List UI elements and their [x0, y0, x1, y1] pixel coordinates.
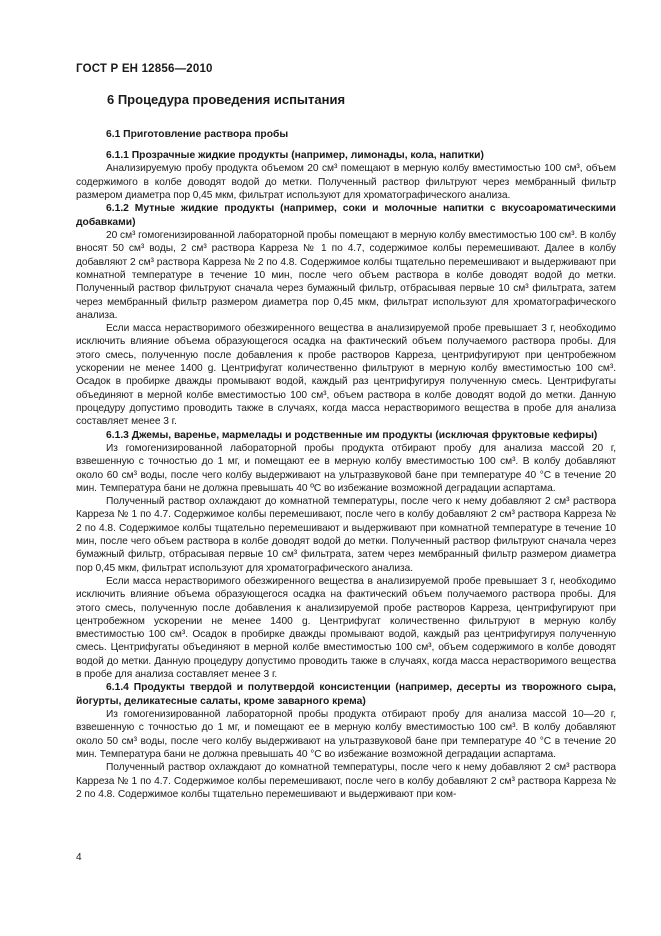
- item-title: 6.1.1 Прозрачные жидкие продукты (например, лимонады, кола, напитки): [106, 150, 484, 161]
- item-title: 6.1.2 Мутные жидкие продукты (например, соки и молочные напитки с вкусоароматическими добавками): [76, 203, 616, 228]
- paragraph: 20 см³ гомогенизированной лабораторной пробы помещают в мерную колбу вместимостью 100 см³. В колбу вносят 50 см³ воды, 2 см³ раствора Карреза № 1 по 4.7, содержимое колбы перемешивают. Далее в колбу добавляют 2 см³ раствора Карреза № 2 по 4.8. Содержимое колбы тщательно перемешивают и выдерживают при комнатной температуре в течение 10 мин, после чего объем раствора в колбе доводят водой до метки. Полученный раствор фильтруют сначала через бумажный фильтр, отбрасывая первые 10 см³ фильтрата, затем через мембранный фильтр размером диаметра пор 0,45 мкм, фильтрат используют для хроматографического анализа.: [76, 230, 616, 321]
- paragraph: Анализируемую пробу продукта объемом 20 см³ помещают в мерную колбу вместимостью 100 см³, объем содержимого в колбе доводят водой до метки. Полученный раствор фильтруют через мембранный фильтр размером диаметра пор 0,45 мкм, фильтрат используют для хроматографического анализа.: [76, 163, 616, 201]
- subsection-title: 6.1 Приготовление раствора пробы: [106, 129, 289, 140]
- paragraph: Полученный раствор охлаждают до комнатной температуры, после чего к нему добавляют 2 см³ раствора Карреза № 1 по 4.7. Содержимое колбы перемешивают, после чего в колбу добавляют 2 см³ раствора Карреза № 2 по 4.8. Содержимое колбы тщательно перемешивают и выдерживают при комнатной температуре в течение 10 мин, после чего объем раствора в колбе доводят водой до метки. Полученный раствор фильтруют сначала через бумажный фильтр, отбрасывая первые 10 см³ фильтрата, затем через мембранный фильтр размером диаметра пор 0,45 мкм, фильтрат используют для хроматографического анализа.: [76, 496, 616, 574]
- document-code: ГОСТ Р ЕН 12856—2010: [76, 63, 213, 75]
- item-6-1-1: [76, 149, 616, 202]
- page-number: 4: [76, 852, 82, 863]
- paragraph: Если масса нерастворимого обезжиренного вещества в анализируемой пробе превышает 3 г, необходимо исключить влияние объема образующегося осадка на фактический объем получаемого раствора пробы. Для этого смесь, полученную после добавления к анализируемой пробе растворов Карреза, центрифугируют при центробежном ускорении не менее 1400 g. Центрифугат количественно фильтруют в мерную колбу вместимостью 100 см³. Осадок в пробирке дважды промывают водой, каждый раз центрифугируя полученную смесь. Центрифугаты объединяют в мерной колбе вместимостью 100 см³, объем содержимого в колбе доводят водой до метки. Данную процедуру допустимо проводить также в случаях, когда масса нерастворимого вещества в пробе для анализа составляет менее 3 г.: [76, 575, 616, 681]
- document-body: [76, 92, 616, 801]
- item-title: 6.1.3 Джемы, варенье, мармелады и родственные им продукты (исключая фруктовые кефиры): [106, 429, 598, 441]
- section-title: 6 Процедура проведения испытания: [107, 92, 346, 107]
- paragraph: Полученный раствор охлаждают до комнатной температуры, после чего к нему добавляют 2 см³ раствора Карреза № 1 по 4.7. Содержимое колбы перемешивают, после чего в колбу добавляют 2 см³ раствора Карреза № 2 по 4.8. Содержимое колбы тщательно перемешивают и выдерживают при ком-: [76, 762, 616, 800]
- paragraph: Из гомогенизированной лабораторной пробы продукта отбирают пробу для анализа массой 10—20 г, взвешенную с точностью до 1 мг, и помещают ее в мерную колбу вместимостью 100 см³. В колбу добавляют около 50 см³ воды, после чего колбу выдерживают на ультразвуковой бане при температуре 40 °С в течение 20 мин. Температура бани не должна превышать 40 °С во избежание возможной деградации аспартама.: [76, 709, 616, 761]
- item-title: 6.1.4 Продукты твердой и полутвердой консистенции (например, десерты из творожного сыра, йогурты, деликатесные салаты, кроме заварного крема): [76, 682, 616, 707]
- item-6-1-4: [76, 681, 616, 801]
- paragraph: Если масса нерастворимого обезжиренного вещества в анализируемой пробе превышает 3 г, необходимо исключить влияние объема образующегося осадка на фактический объем получаемого раствора пробы. Для этого смесь, полученную после добавления к пробе растворов Карреза, центрифугируют при центробежном ускорении не менее 1400 g. Центрифугат количественно фильтруют в мерную колбу вместимостью 100 см³. Осадок в пробирке дважды промывают водой, каждый раз центрифугируя полученную смесь. Центрифугаты объединяют в мерной колбе вместимостью 100 см³, объем раствора в колбе доводят водой до метки. Данную процедуру допустимо проводить также в случаях, когда масса нерастворимого вещества в пробе для анализа составляет менее 3 г.: [76, 323, 616, 428]
- item-6-1-3: [76, 429, 616, 682]
- item-6-1-2: [76, 202, 616, 428]
- paragraph: Из гомогенизированной лабораторной пробы продукта отбирают пробу для анализа массой 20 г, взвешенную с точностью до 1 мг, и помещают ее в мерную колбу вместимостью 100 см³. В колбу добавляют около 60 см³ воды, после чего колбу выдерживают на ультразвуковой бане при температуре 40 °С в течение 20 мин. Температура бани не должна превышать 40 ºС во избежание возможной деградации аспартама.: [76, 442, 616, 494]
